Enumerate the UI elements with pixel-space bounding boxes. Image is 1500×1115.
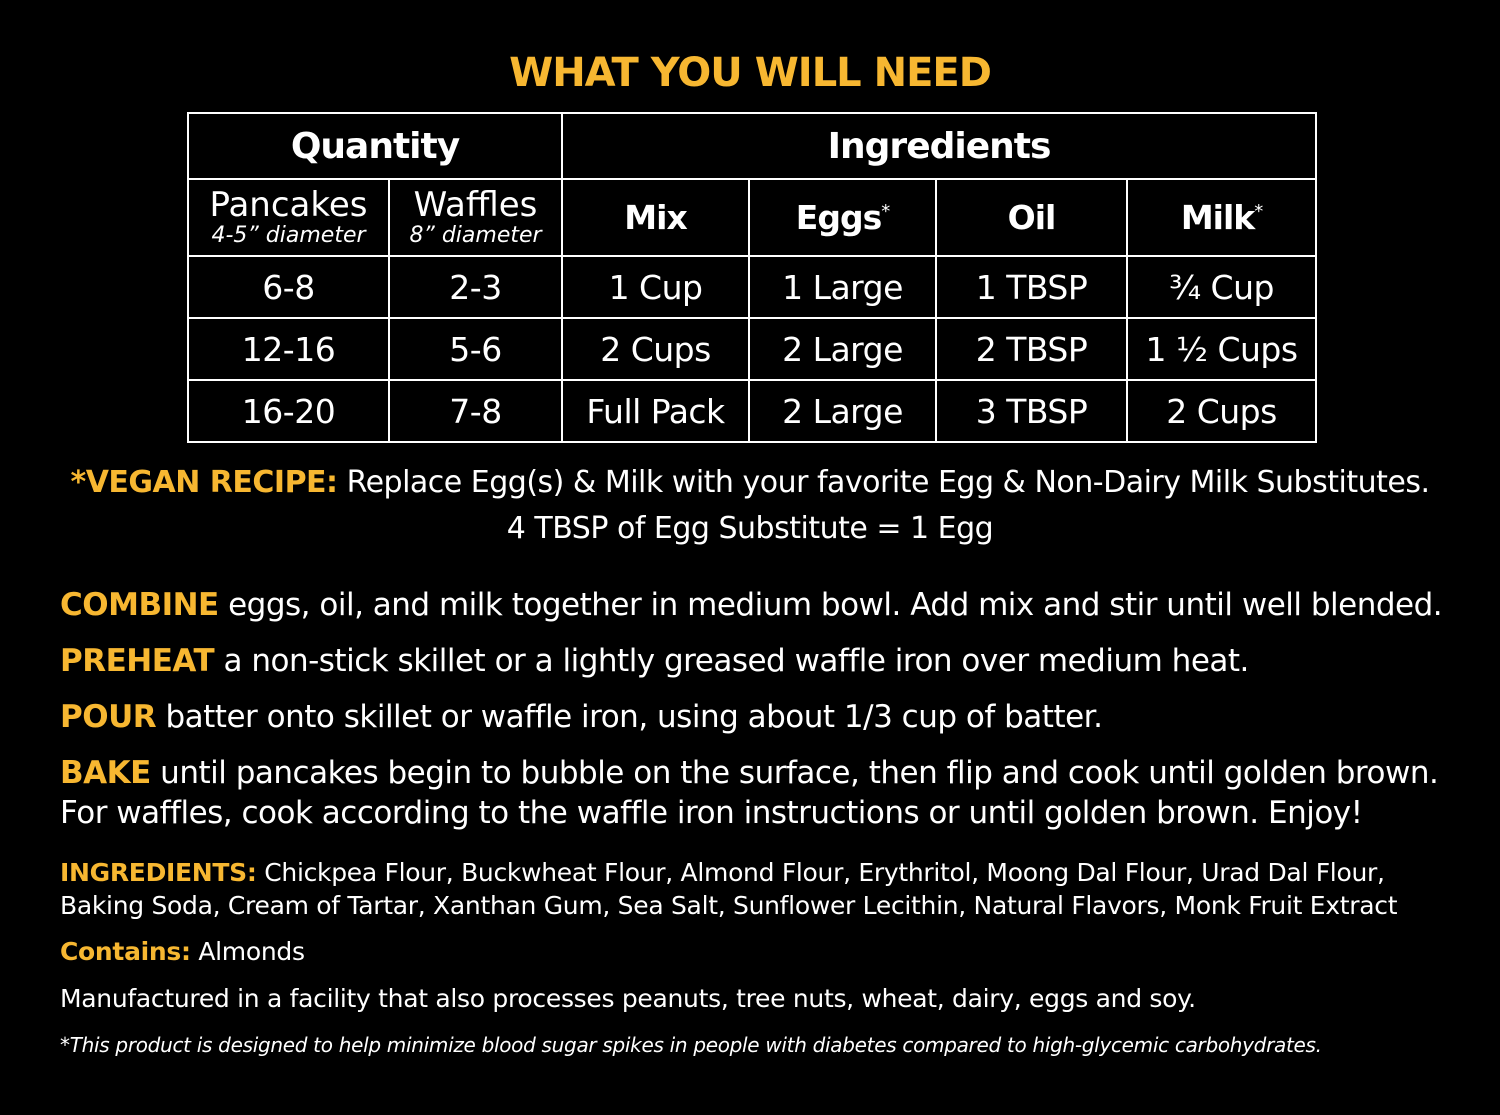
- table-subheader-row: [188, 179, 1316, 256]
- oil-cell: 1 TBSP: [936, 256, 1127, 318]
- milk-cell: 2 Cups: [1127, 380, 1316, 442]
- eggs-asterisk: *: [881, 201, 890, 222]
- mix-cell: Full Pack: [562, 380, 749, 442]
- step-keyword: COMBINE: [60, 587, 219, 623]
- table-header-row: [188, 113, 1316, 179]
- vegan-line: [0, 460, 1500, 506]
- waffles-cell: 7-8: [389, 380, 562, 442]
- eggs-label: Eggs: [795, 198, 882, 237]
- ingredients-label: INGREDIENTS:: [60, 858, 257, 887]
- step-pour: [60, 697, 1460, 737]
- step-text: eggs, oil, and milk together in medium bowl. Add mix and stir until well blended.: [218, 587, 1443, 623]
- milk-label: Milk: [1180, 198, 1255, 237]
- eggs-cell: 2 Large: [749, 380, 936, 442]
- step-keyword: PREHEAT: [60, 643, 215, 679]
- oil-label: Oil: [1007, 198, 1056, 237]
- step-text: a non-stick skillet or a lightly greased waffle iron over medium heat.: [214, 643, 1249, 679]
- mix-cell: 2 Cups: [562, 318, 749, 380]
- pancakes-note: 4-5” diameter: [211, 222, 366, 248]
- table-row: [188, 380, 1316, 442]
- ingredients-list: [60, 856, 1460, 922]
- disclaimer: *This product is designed to help minimize blood sugar spikes in people with diabetes compared to high-glycemic carbohydrates.: [60, 1033, 1322, 1057]
- oil-header: [936, 179, 1127, 256]
- oil-cell: 3 TBSP: [936, 380, 1127, 442]
- milk-asterisk: *: [1254, 201, 1263, 222]
- instructions: [60, 585, 1460, 849]
- ingredients-header: Ingredients: [562, 113, 1316, 179]
- oil-cell: 2 TBSP: [936, 318, 1127, 380]
- ingredients-text: Chickpea Flour, Buckwheat Flour, Almond Flour, Erythritol, Moong Dal Flour, Urad Dal Flour, Baking Soda, Cream of Tartar, Xanthan Gum, Sea Salt, Sunflower Lecithin, Natural Flavors, Monk Fruit Extract: [60, 858, 1398, 920]
- pancakes-header: [188, 179, 389, 256]
- pancakes-cell: 16-20: [188, 380, 389, 442]
- vegan-text: Replace Egg(s) & Milk with your favorite Egg & Non-Dairy Milk Substitutes.: [337, 465, 1430, 500]
- step-preheat: [60, 641, 1460, 681]
- step-combine: [60, 585, 1460, 625]
- milk-header: [1127, 179, 1316, 256]
- eggs-header: [749, 179, 936, 256]
- page-title: WHAT YOU WILL NEED: [509, 50, 991, 96]
- eggs-cell: 2 Large: [749, 318, 936, 380]
- step-text: until pancakes begin to bubble on the surface, then flip and cook until golden brown. For waffles, cook according to the waffle iron instructions or until golden brown. Enjoy!: [60, 755, 1439, 831]
- vegan-egg-substitute: 4 TBSP of Egg Substitute = 1 Egg: [506, 511, 994, 546]
- pancakes-label: Pancakes: [209, 185, 368, 226]
- step-keyword: POUR: [60, 699, 157, 735]
- contains-label: Contains:: [60, 937, 191, 966]
- mix-header: [562, 179, 749, 256]
- mix-label: Mix: [624, 198, 687, 237]
- allergen-contains: [60, 935, 1460, 968]
- step-bake: [60, 753, 1460, 833]
- waffles-label: Waffles: [413, 185, 538, 226]
- table-row: [188, 256, 1316, 318]
- facility-warning: Manufactured in a facility that also processes peanuts, tree nuts, wheat, dairy, eggs and soy.: [60, 984, 1196, 1013]
- milk-cell: 1 ½ Cups: [1127, 318, 1316, 380]
- waffles-cell: 2-3: [389, 256, 562, 318]
- milk-cell: ¾ Cup: [1127, 256, 1316, 318]
- eggs-cell: 1 Large: [749, 256, 936, 318]
- step-text: batter onto skillet or waffle iron, using about 1/3 cup of batter.: [156, 699, 1103, 735]
- mix-cell: 1 Cup: [562, 256, 749, 318]
- vegan-note: [0, 460, 1500, 552]
- table-row: [188, 318, 1316, 380]
- contains-text: Almonds: [190, 937, 305, 966]
- waffles-header: [389, 179, 562, 256]
- vegan-label: *VEGAN RECIPE:: [70, 465, 338, 500]
- quantity-header: Quantity: [188, 113, 562, 179]
- pancakes-cell: 6-8: [188, 256, 389, 318]
- waffles-cell: 5-6: [389, 318, 562, 380]
- waffles-note: 8” diameter: [409, 222, 542, 248]
- step-keyword: BAKE: [60, 755, 151, 791]
- recipe-table: [187, 112, 1317, 443]
- pancakes-cell: 12-16: [188, 318, 389, 380]
